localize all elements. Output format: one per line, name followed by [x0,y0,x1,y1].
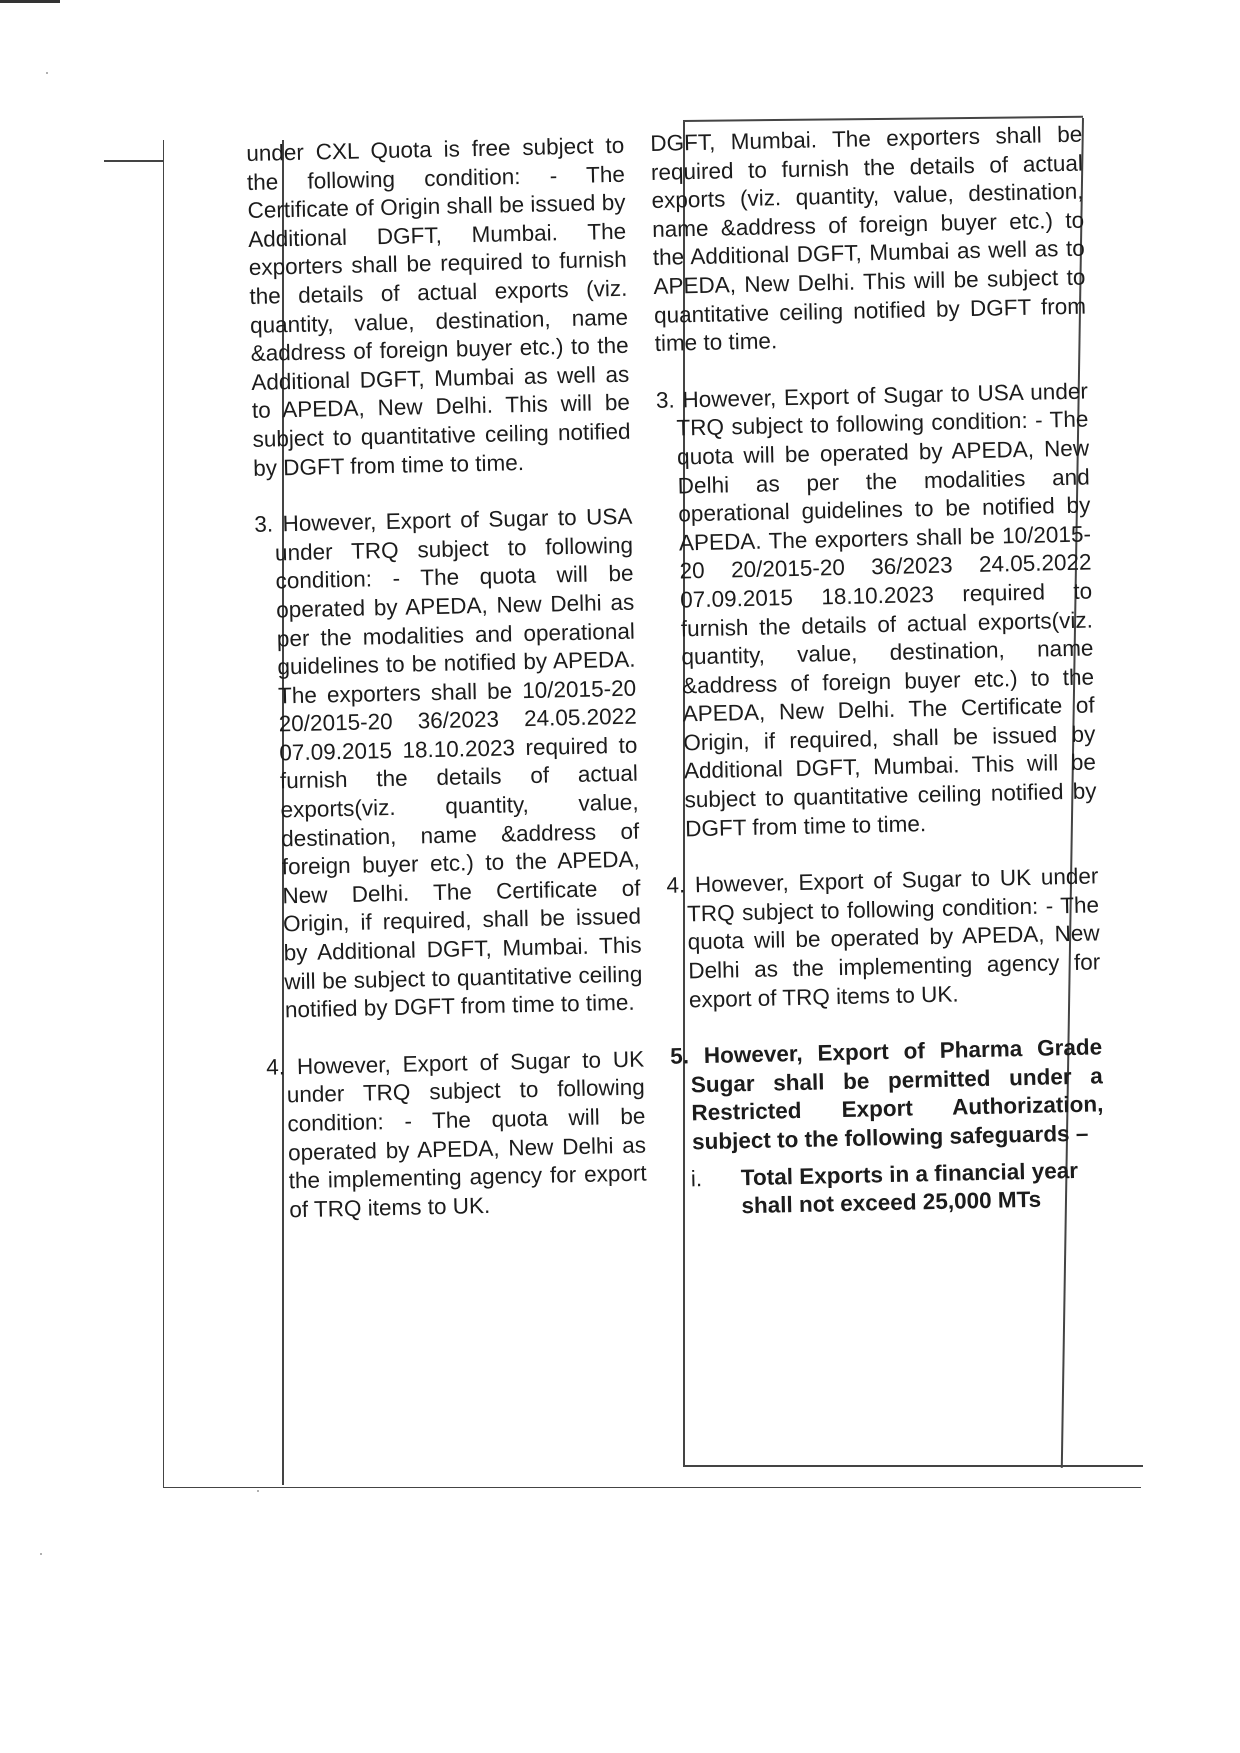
right-intro-paragraph: DGFT, Mumbai. The exporters shall be required to furnish the details of actual exports (viz. quantity, value, destination, name &address of foreign buyer etc.) to the Additional DGFT, Mumbai as well as to APEDA, New Delhi. This will be subject to quantitative ceiling notified by DGFT from time to time. [650,121,1087,357]
scan-speck [40,1553,42,1555]
left-paragraph-3 [254,503,643,1026]
revised-policy-column [650,121,1106,1251]
existing-policy-column [246,132,648,1253]
safeguard-item [673,1156,1106,1223]
safeguard-item-text: Total Exports in a financial year shall not exceed 25,000 MTs [740,1157,1079,1219]
right-paragraph-4-text: 4. However, Export of Sugar to UK under TRQ subject to following condition: - The quota will be operated by APEDA, New Delhi as the implementing agency for export of TRQ items to UK. [666,863,1101,1012]
right-paragraph-5-text: 5. However, Export of Pharma Grade Sugar shall be permitted under a Restricted Export Authorization, subject to the following safeguards – [669,1034,1104,1155]
right-paragraph-3 [656,377,1098,844]
scan-speck [46,72,48,74]
left-intro-paragraph: under CXL Quota is free subject to the following condition: - The Certificate of Origin shall be issued by Additional DGFT, Mumbai. The exporters shall be required to furnish the details of actual exports (viz. quantity, value, destination, name &address of foreign buyer etc.) to the Additional DGFT, Mumbai as well as to APEDA, New Delhi. This will be subject to quantitative ceiling notified by DGFT from time to time. [246,132,631,481]
right-paragraph-4 [666,863,1101,1015]
safeguard-item-number: i. [690,1165,703,1191]
left-paragraph-3-text: 3. However, Export of Sugar to USA under TRQ subject to following condition: - The quota will be operated by APEDA, New Delhi as per the modalities and operational guidelines to be notified by APEDA. The exporters shall be 10/2015-20 20/2015-20 36/2023 24.05.2022 07.09.2015 18.10.2023 required to furnish the details of actual exports(viz. quantity, value, destination, name &address of foreign buyer etc.) to the APEDA, New Delhi. The Certificate of Origin, if required, shall be issued by Additional DGFT, Mumbai. This will be subject to quantitative ceiling notified by DGFT from time to time. [254,503,643,1023]
scan-speck [257,1490,259,1492]
table-top-rule-left [104,160,164,162]
right-paragraph-3-text: 3. However, Export of Sugar to USA under TRQ subject to following condition: - The quota will be operated by APEDA, New Delhi as per the modalities and operational guidelines to be notified by APEDA. The exporters shall be 10/2015-20 20/2015-20 36/2023 24.05.2022 07.09.2015 18.10.2023 required to furnish the details of actual exports(viz. quantity, value, destination, name &address of foreign buyer etc.) to the APEDA, New Delhi. The Certificate of Origin, if required, shall be issued by Additional DGFT, Mumbai. This will be subject to quantitative ceiling notified by DGFT from time to time. [655,378,1097,842]
left-paragraph-4-text: 4. However, Export of Sugar to UK under TRQ subject to following condition: - The quota will be operated by APEDA, New Delhi as the implementing agency for export of TRQ items to UK. [265,1046,647,1223]
left-paragraph-4 [266,1045,648,1225]
right-paragraph-5 [670,1034,1106,1223]
table-bottom-rule-right [683,1465,1143,1467]
scan-edge-mark [0,0,60,3]
table-top-rule-right [683,116,1083,122]
